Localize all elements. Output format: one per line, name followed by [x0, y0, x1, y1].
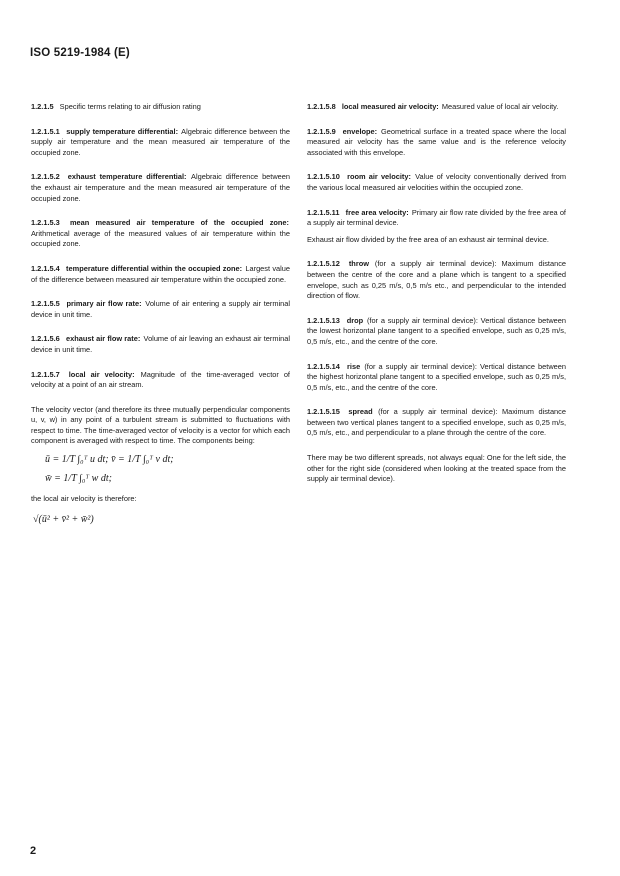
- clause-number: 1.2.1.5: [31, 102, 54, 111]
- clause-1-2-1-5-13: [307, 316, 566, 348]
- clause-number: 1.2.1.5.2: [31, 172, 60, 182]
- clause-number: 1.2.1.5.4: [31, 263, 60, 273]
- clause-term: mean measured air temperature of the occupied zone:: [69, 218, 289, 228]
- section-intro: [31, 102, 290, 113]
- clause-number: 1.2.1.5.5: [31, 299, 60, 309]
- clause-1-2-1-5-7: [31, 370, 290, 391]
- clause-1-2-1-5-12: [307, 259, 566, 301]
- clause-number: 1.2.1.5.3: [31, 218, 60, 228]
- clause-text: (for a supply air terminal device): Maximum distance between two vertical planes tangent to a specified envelope, such as 0,25 m/s, 0,5 m/s, etc., and perpendicular to a plane through the centre of the core.: [307, 407, 566, 438]
- velocity-component-formulas: [45, 455, 290, 484]
- clause-text: Specific terms relating to air diffusion rating: [59, 102, 201, 111]
- clause-1-2-1-5-5: [31, 299, 290, 320]
- clause-text: Arithmetical average of the measured values of air temperature within the occupied zone.: [31, 228, 290, 249]
- clause-number: 1.2.1.5.11: [307, 207, 340, 217]
- clause-number: 1.2.1.5.8: [307, 102, 336, 111]
- clause-number: 1.2.1.5.7: [31, 369, 60, 379]
- clause-number: 1.2.1.5.6: [31, 334, 60, 344]
- clause-text: (for a supply air terminal device): Maximum distance between the centre of the core and a plane which is tangent to a specified envelope, such as 0,25 m/s, 0,5 m/s etc., and perpendicular to the intended direction of flow.: [307, 259, 566, 301]
- left-column: [31, 102, 290, 525]
- clause-1-2-1-5-2: [31, 172, 290, 204]
- clause-text: (for a supply air terminal device): Vertical distance between the highest horizontal plane tangent to a specified envelope, such as 0,25 m/s, 0,5 m/s, etc., and the centre of the core.: [307, 361, 566, 392]
- exhaust-paragraph: Exhaust air flow divided by the free area of an exhaust air terminal device.: [307, 234, 549, 244]
- page-number: 2: [30, 845, 37, 857]
- clause-term: free area velocity:: [345, 207, 409, 217]
- clause-text: Primary air flow rate divided by the free area of a supply air terminal device.: [307, 207, 566, 228]
- clause-1-2-1-5-14: [307, 362, 566, 394]
- clause-1-2-1-5-1: [31, 127, 290, 159]
- formula-u-v: ū = 1/T ∫₀ᵀ u dt; v̄ = 1/T ∫₀ᵀ v dt;: [45, 454, 174, 466]
- clause-text: (for a supply air terminal device): Vertical distance between the lowest horizontal plane tangent to a specified envelope, such as 0,25 m/s, 0,5 m/s, etc., and the centre of the core.: [307, 315, 566, 346]
- clause-1-2-1-5-3: [31, 218, 290, 250]
- clause-text: Largest value of the difference between measured air temperature within the occupied zone.: [31, 263, 290, 284]
- clause-text: Volume of air leaving an exhaust air terminal device in unit time.: [31, 334, 290, 354]
- clause-number: 1.2.1.5.12: [307, 259, 340, 269]
- clause-number: 1.2.1.5.14: [307, 361, 340, 371]
- document-header: ISO 5219-1984 (E): [30, 47, 130, 59]
- clause-1-2-1-5-9: [307, 127, 566, 159]
- clause-term: primary air flow rate:: [66, 299, 142, 309]
- clause-number: 1.2.1.5.9: [307, 126, 336, 136]
- clause-term: drop: [346, 315, 364, 325]
- clause-1-2-1-5-15: [307, 407, 566, 439]
- clause-term: exhaust temperature differential:: [67, 172, 187, 182]
- clause-term: temperature differential within the occupied zone:: [66, 263, 243, 273]
- clause-text: Algebraic difference between the supply air temperature and the mean measured air temperature of the occupied zone.: [31, 126, 290, 157]
- clause-text: Algebraic difference between the exhaust air temperature and the mean measured air temperature of the occupied zone.: [31, 172, 291, 203]
- clause-term: room air velocity:: [347, 172, 411, 182]
- clause-text: Magnitude of the time-averaged vector of velocity at a point of an air stream.: [31, 369, 290, 390]
- clause-term: throw: [348, 259, 369, 269]
- clause-1-2-1-5-11: [307, 208, 566, 229]
- clause-term: local air velocity:: [68, 369, 135, 379]
- clause-text: Value of velocity conventionally derived from the various local measured air velocities within the occupied zone.: [307, 172, 567, 192]
- clause-number: 1.2.1.5.10: [307, 172, 340, 182]
- clause-text: Geometrical surface in a treated space where the local measured air velocity has the same value and is the reference velocity associated with this envelope.: [307, 126, 567, 157]
- clause-term: envelope:: [342, 126, 378, 136]
- right-column: [307, 102, 566, 499]
- clause-term: spread: [348, 407, 373, 417]
- formula-w: w̄ = 1/T ∫₀ᵀ w dt;: [45, 472, 112, 484]
- clause-1-2-1-5-10: [307, 172, 566, 193]
- velocity-paragraph: The velocity vector (and therefore its three mutually perpendicular components u, v, w) in any point of a turbulent stream is submitted to fluctuations with respect to time. The time-averaged vector of velocity is a vector for which each component is averaged with respect to time. The components being:: [31, 404, 290, 446]
- clause-term: supply temperature differential:: [66, 126, 179, 136]
- clause-text: Volume of air entering a supply air terminal device in unit time.: [31, 299, 290, 319]
- clause-term: rise: [347, 361, 361, 371]
- local-velocity-formula: √(ū² + v̄² + w̄²): [33, 513, 94, 525]
- spread-note: There may be two different spreads, not always equal: One for the left side, the other for the right side (considered when looking at the treated space from the supply air terminal device).: [307, 453, 566, 484]
- clause-number: 1.2.1.5.15: [307, 407, 340, 417]
- clause-text: Measured value of local air velocity.: [441, 102, 559, 111]
- clause-1-2-1-5-6: [31, 334, 290, 355]
- clause-1-2-1-5-8: [307, 102, 566, 113]
- clause-1-2-1-5-4: [31, 264, 290, 285]
- clause-number: 1.2.1.5.13: [307, 315, 340, 325]
- therefore-text: the local air velocity is therefore:: [31, 494, 137, 504]
- clause-number: 1.2.1.5.1: [31, 126, 60, 136]
- clause-term: local measured air velocity:: [341, 102, 439, 111]
- clause-term: exhaust air flow rate:: [65, 334, 141, 344]
